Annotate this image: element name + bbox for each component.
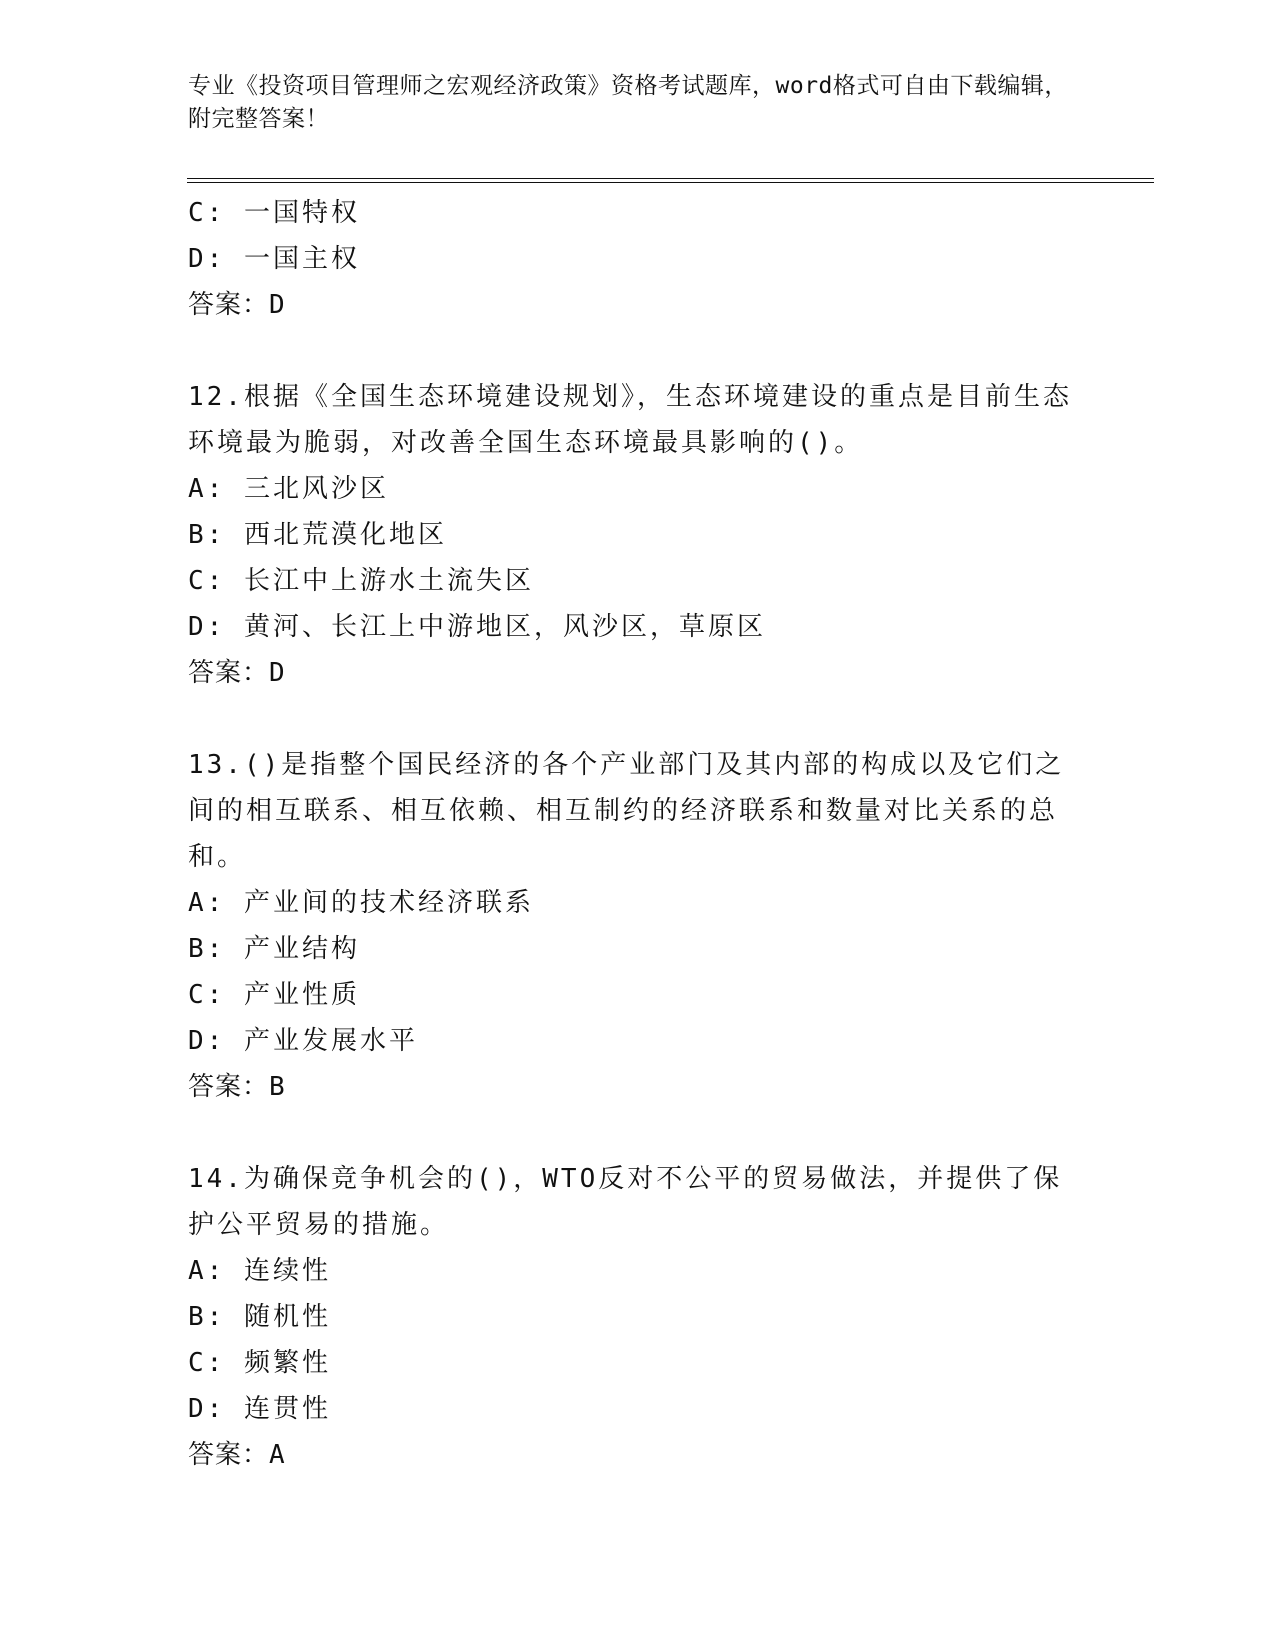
option-c: C: 长江中上游水土流失区 (188, 566, 534, 596)
answer: 答案：D (188, 290, 286, 320)
header-divider-bottom (187, 182, 1154, 183)
answer: 答案：B (188, 1072, 286, 1102)
option-d: D: 连贯性 (188, 1394, 331, 1424)
question-11-continued (188, 190, 1088, 328)
option-b: B: 随机性 (188, 1302, 331, 1332)
option-d: D: 黄河、长江上中游地区，风沙区，草原区 (188, 612, 766, 642)
option-b: B: 产业结构 (188, 934, 360, 964)
option-d: D: 一国主权 (188, 244, 360, 274)
question-stem: 13.()是指整个国民经济的各个产业部门及其内部的构成以及它们之间的相互联系、相互依赖、相互制约的经济联系和数量对比关系的总和。 (188, 750, 1065, 872)
option-b: B: 西北荒漠化地区 (188, 520, 447, 550)
question-stem: 12.根据《全国生态环境建设规划》，生态环境建设的重点是目前生态环境最为脆弱，对改善全国生态环境最具影响的()。 (188, 382, 1072, 458)
header-divider-top (187, 178, 1154, 179)
option-c: C: 频繁性 (188, 1348, 331, 1378)
question-stem: 14.为确保竞争机会的()，WTO反对不公平的贸易做法，并提供了保护公平贸易的措施。 (188, 1164, 1063, 1240)
option-c: C: 产业性质 (188, 980, 360, 1010)
option-c: C: 一国特权 (188, 198, 360, 228)
question-12 (188, 374, 1088, 696)
answer: 答案：D (188, 658, 286, 688)
option-a: A: 连续性 (188, 1256, 331, 1286)
answer: 答案：A (188, 1440, 286, 1470)
question-list (188, 190, 1088, 1524)
option-a: A: 产业间的技术经济联系 (188, 888, 534, 918)
option-d: D: 产业发展水平 (188, 1026, 418, 1056)
option-a: A: 三北风沙区 (188, 474, 389, 504)
document-header: 专业《投资项目管理师之宏观经济政策》资格考试题库，word格式可自由下载编辑，附完整答案！ (188, 73, 1068, 132)
question-13 (188, 742, 1088, 1110)
question-14 (188, 1156, 1088, 1478)
